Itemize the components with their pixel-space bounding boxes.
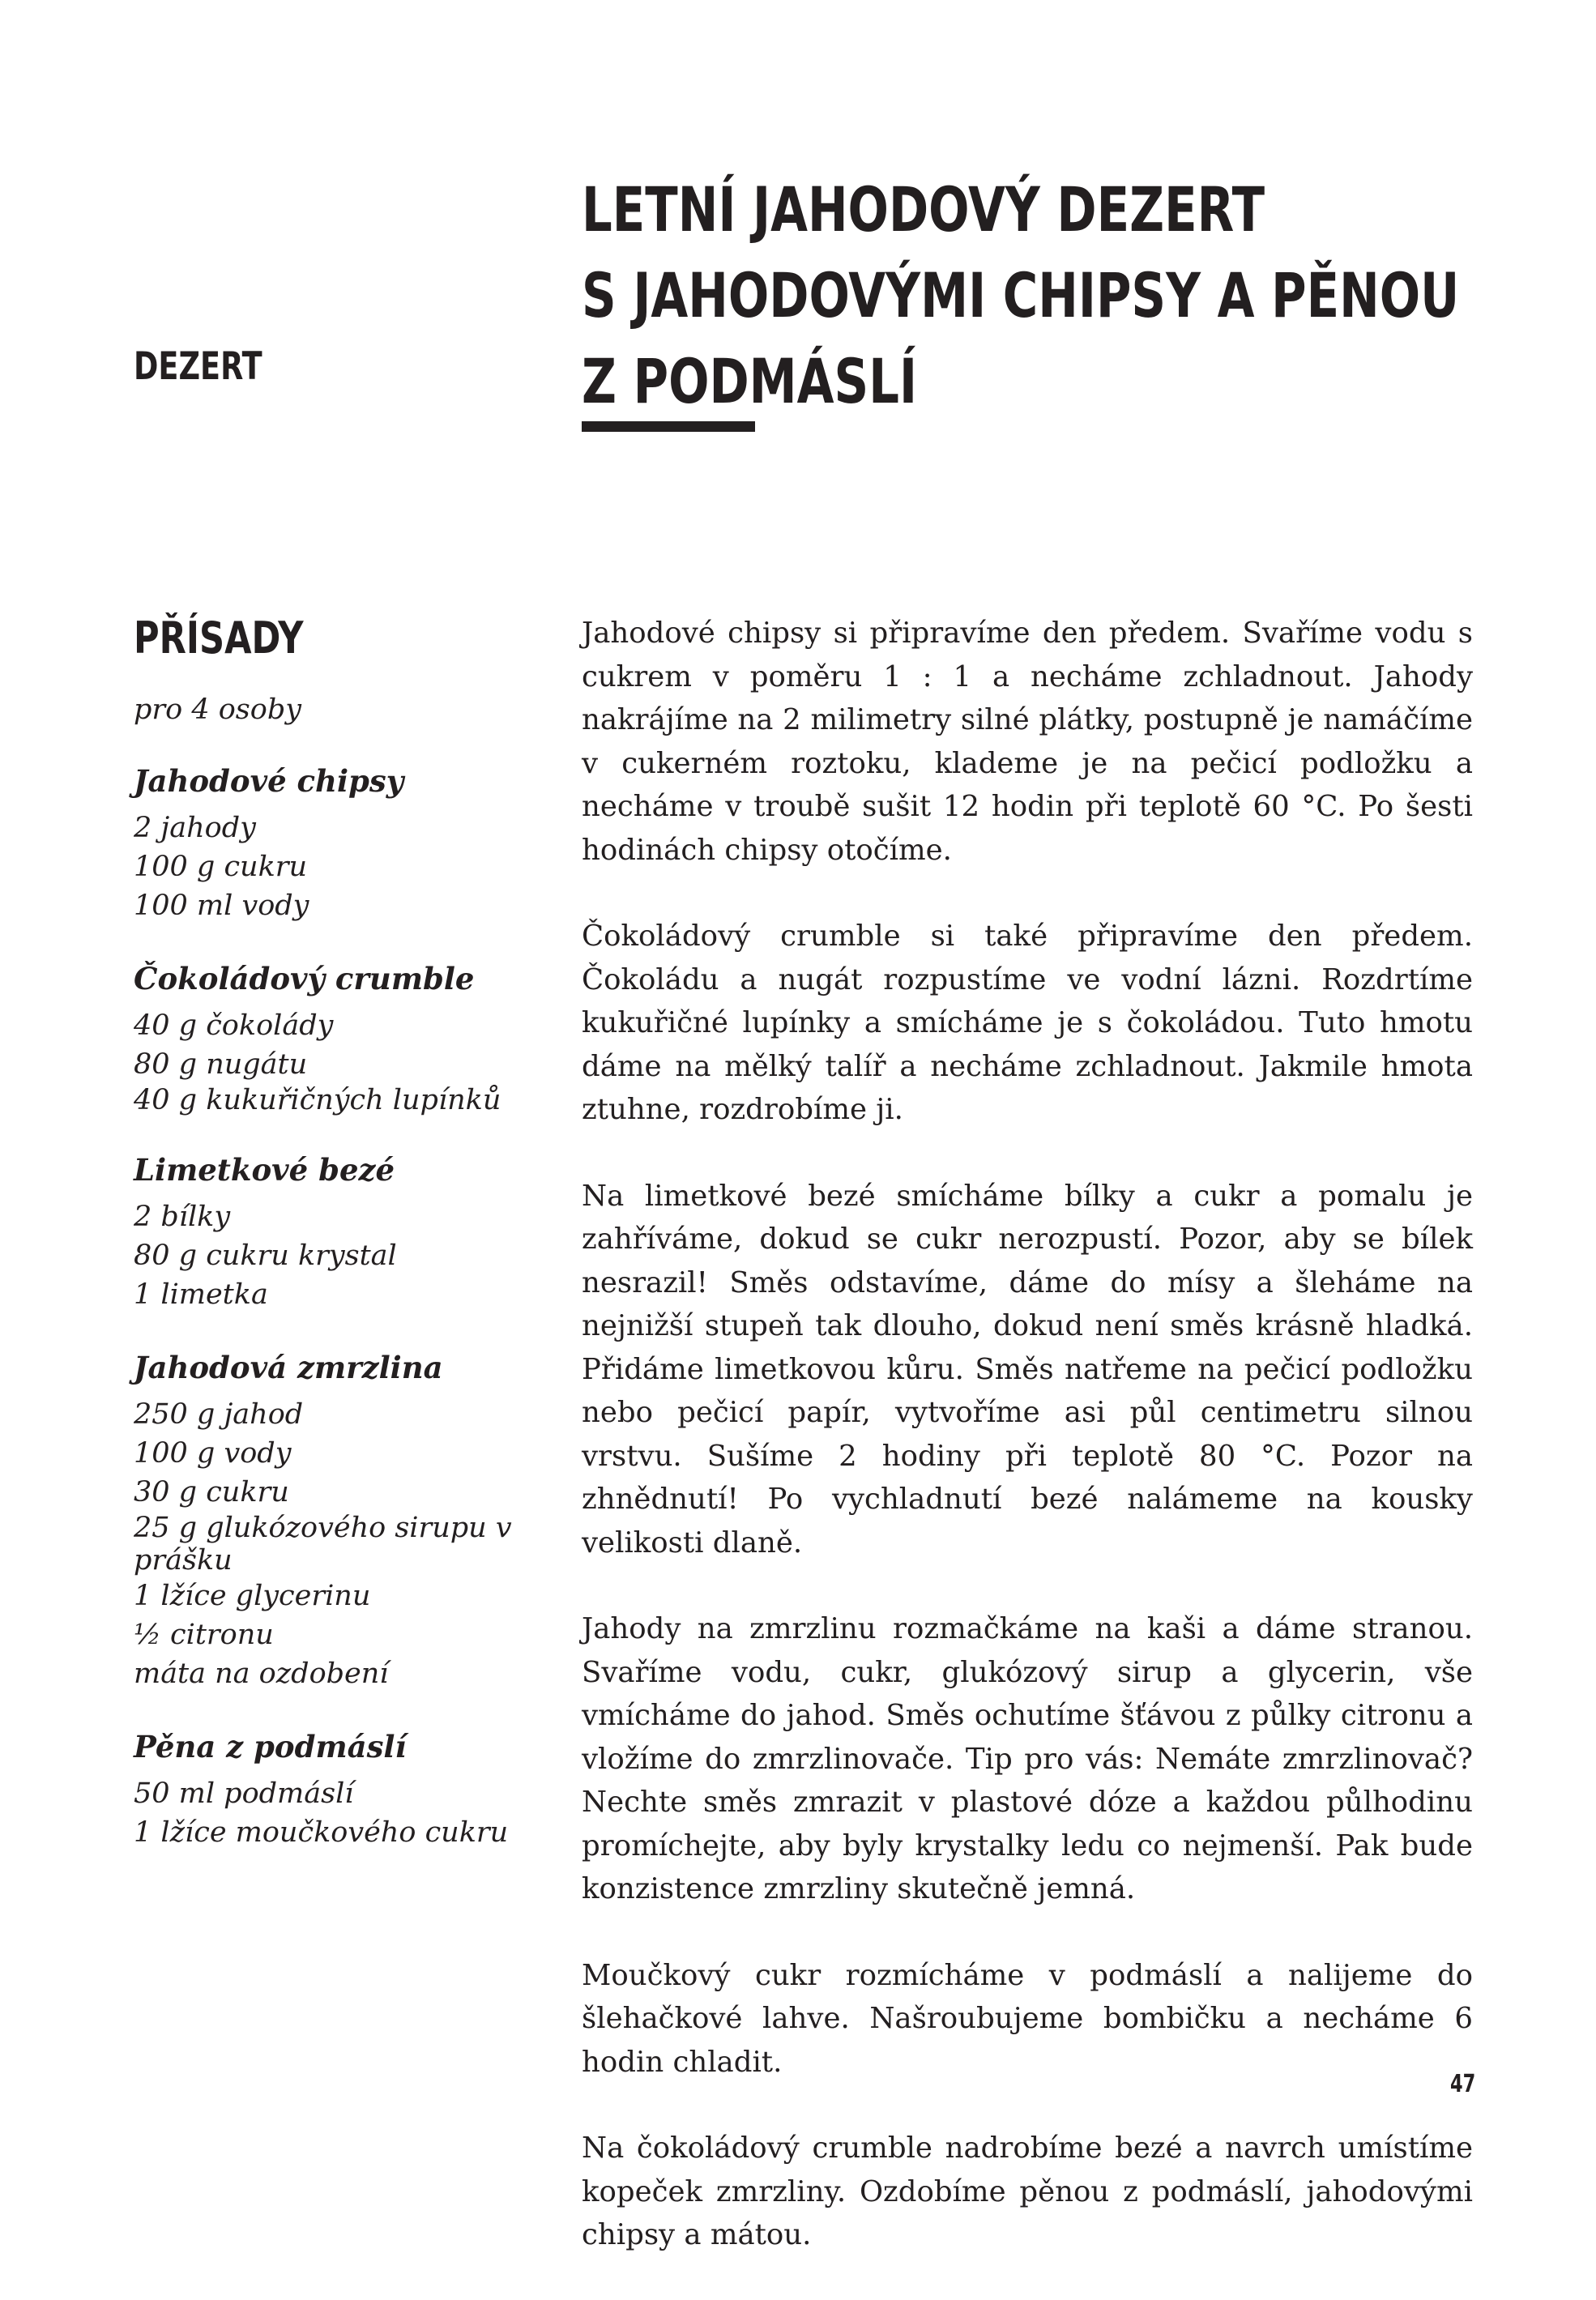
ingredient-group-title: Jahodové chipsy — [134, 763, 404, 799]
ingredient-item: máta na ozdobení — [134, 1658, 389, 1690]
ingredient-item: 50 ml podmáslí — [134, 1777, 354, 1810]
title-line: LETNÍ JAHODOVÝ DEZERT — [582, 173, 1265, 245]
title-line: Z PODMÁSLÍ — [582, 345, 918, 417]
ingredient-item: 30 g cukru — [134, 1476, 289, 1508]
method-paragraph: Na čokoládový crumble nadrobíme bezé a navrch umístíme kopeček zmrzliny. Ozdobíme pěnou z podmáslí, jahodovými chipsy a mátou. — [582, 2131, 1473, 2251]
ingredient-item: 40 g čokolády — [134, 1009, 334, 1042]
ingredient-group — [134, 1727, 514, 1852]
servings: pro 4 osoby — [134, 693, 302, 726]
method-paragraph: Čokoládový crumble si také připravíme den předem. Čokoládu a nugát rozpustíme ve vodní lázni. Rozdrtíme kukuřičné lupínky a smícháme je s čokoládou. Tuto hmotu dáme na mělký talíř a necháme zchladnout. Jakmile hmota ztuhne, rozdrobíme ji. — [582, 920, 1473, 1126]
ingredient-group — [134, 762, 514, 925]
method-paragraph: Na limetkové bezé smícháme bílky a cukr a pomalu je zahříváme, dokud se cukr nerozpustí. Pozor, aby se bílek nesrazil! Směs odstavíme, dáme do mísy a šleháme na nejnižší stupeň tak dlouho, dokud není směs krásně hladká. Přidáme limetkovou kůru. Směs natřeme na pečicí podložku nebo pečicí papír, vytvoříme asi půl centimetru silnou vrstvu. Sušíme 2 hodiny při teplotě 80 °C. Pozor na zhnědnutí! Po vychladnutí bezé nalámeme na kousky velikosti dlaně. — [582, 1179, 1473, 1560]
method-paragraph: Jahodové chipsy si připravíme den předem. Svaříme vodu s cukrem v poměru 1 : 1 a necháme zchladnout. Jahody nakrájíme na 2 milimetry silné plátky, postupně je namáčíme v cukerném roztoku, klademe je na pečicí podložku a necháme v troubě sušit 12 hodin při teplotě 60 °C. Po šesti hodinách chipsy otočíme. — [582, 617, 1473, 867]
recipe-category: DEZERT — [134, 344, 262, 389]
ingredient-item: 2 jahody — [134, 812, 256, 844]
recipe-title — [582, 167, 1460, 425]
ingredient-group-title: Pěna z podmáslí — [134, 1729, 407, 1764]
ingredient-item: 1 limetka — [134, 1278, 268, 1311]
ingredient-item: 80 g cukru krystal — [134, 1240, 397, 1272]
ingredient-group — [134, 1348, 514, 1693]
ingredient-item: 40 g kukuřičných lupínků — [134, 1084, 501, 1116]
title-underline — [582, 421, 755, 432]
ingredient-item: ½ citronu — [134, 1619, 274, 1651]
ingredient-item: 1 lžíce moučkového cukru — [134, 1816, 509, 1849]
ingredients-heading: PŘÍSADY — [134, 612, 304, 664]
ingredient-group — [134, 1150, 514, 1314]
page-number: 47 — [1450, 2070, 1476, 2098]
method-text — [582, 612, 1476, 2300]
ingredient-group-title: Čokoládový crumble — [134, 961, 475, 996]
ingredient-group-title: Limetkové bezé — [134, 1152, 395, 1188]
title-line: S JAHODOVÝMI CHIPSY A PĚNOU — [582, 259, 1460, 331]
ingredient-item: 100 g cukru — [134, 851, 308, 883]
ingredient-group — [134, 959, 514, 1116]
ingredient-item: 80 g nugátu — [134, 1048, 308, 1081]
ingredient-item: 1 lžíce glycerinu — [134, 1580, 371, 1612]
ingredient-item: 2 bílky — [134, 1201, 231, 1233]
ingredient-group-title: Jahodová zmrzlina — [134, 1350, 443, 1385]
ingredients-list — [134, 690, 514, 1886]
ingredient-item: 250 g jahod — [134, 1398, 304, 1431]
ingredient-item: 25 g glukózového sirupu v prášku — [134, 1512, 512, 1577]
method-paragraph: Jahody na zmrzlinu rozmačkáme na kaši a dáme stranou. Svaříme vodu, cukr, glukózový sirup a glycerin, vše vmícháme do jahod. Směs ochutíme šťávou z půlky citronu a vložíme do zmrzlinovače. Tip pro vás: Nemáte zmrzlinovač? Nechte směs zmrazit v plastové dóze a každou půlhodinu promíchejte, aby byly krystalky ledu co nejmenší. Pak bude konzistence zmrzliny skutečně jemná. — [582, 1612, 1473, 1905]
ingredient-item: 100 g vody — [134, 1437, 292, 1470]
ingredient-item: 100 ml vody — [134, 890, 309, 922]
method-paragraph: Moučkový cukr rozmícháme v podmáslí a nalijeme do šlehačkové lahve. Našroubujeme bombičku a necháme 6 hodin chladit. — [582, 1958, 1473, 2079]
